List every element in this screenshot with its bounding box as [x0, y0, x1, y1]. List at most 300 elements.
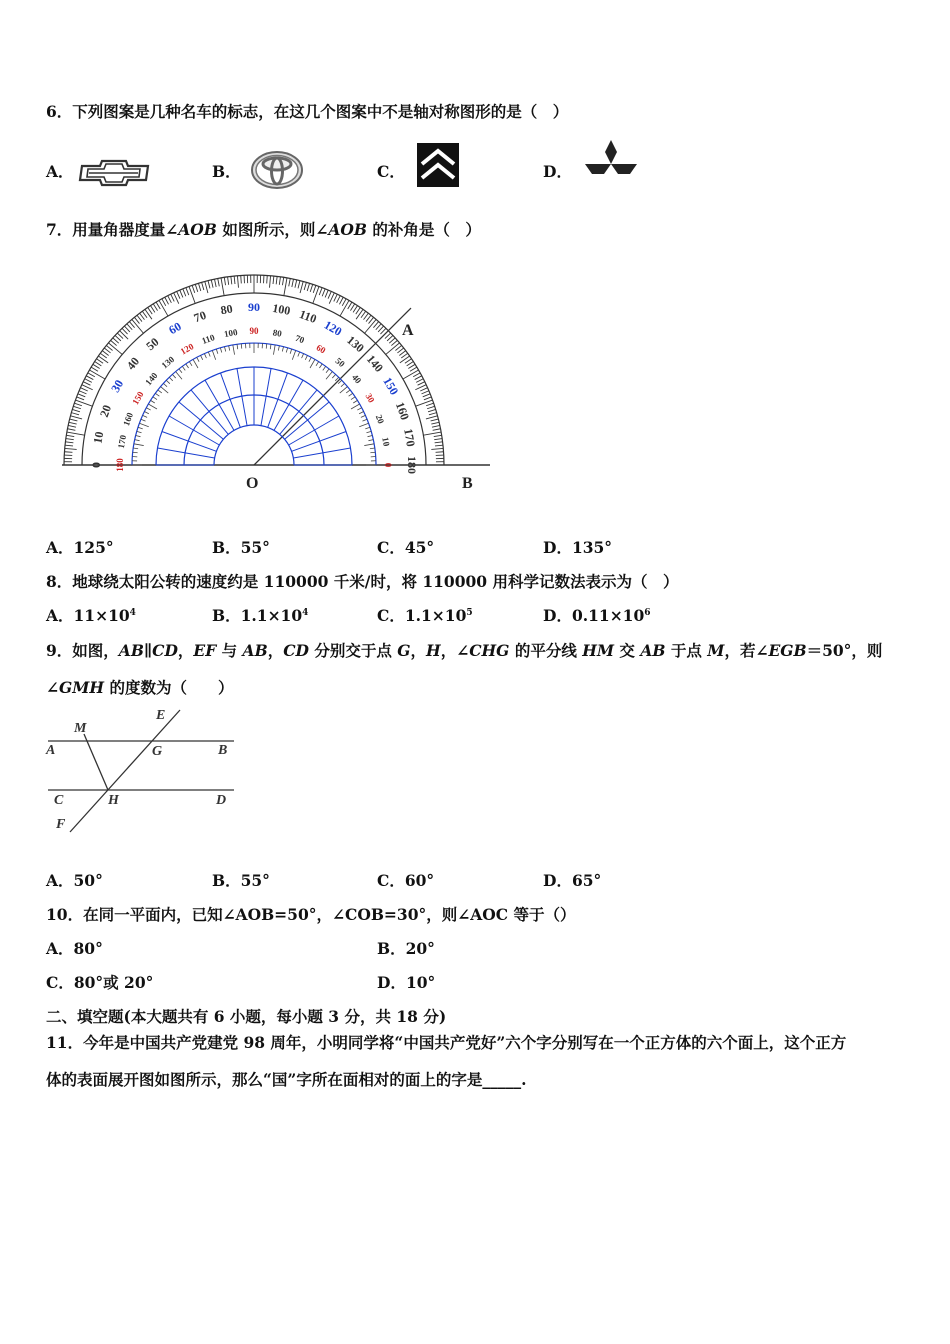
protractor-tick	[432, 425, 440, 427]
protractor-inner-tick	[182, 366, 185, 370]
protractor-inner-tick	[365, 427, 370, 429]
protractor-tick	[66, 435, 74, 436]
protractor-tick	[75, 400, 92, 406]
protractor-tick	[72, 409, 80, 411]
protractor-tick	[284, 278, 287, 296]
protractor-tick	[234, 276, 235, 284]
protractor-tick	[120, 331, 128, 339]
protractor-tick	[95, 362, 102, 366]
protractor-tick	[96, 359, 103, 363]
protractor-inner-tick	[166, 380, 170, 383]
q8-stem: 8．地球绕太阳公转的速度约是 110000 千米/时，将 110000 用科学记数法表示为（ ）	[46, 572, 679, 591]
protractor-inner-tick	[186, 364, 189, 368]
protractor-tick	[80, 388, 87, 391]
protractor-inner-tick	[340, 387, 348, 393]
inner-scale-label: 80	[271, 327, 283, 339]
protractor-inner-tick	[286, 348, 287, 353]
protractor-tick	[424, 397, 431, 400]
protractor-inner-tick	[161, 387, 169, 393]
protractor-tick	[83, 382, 90, 386]
chevrolet-logo-icon	[76, 158, 152, 188]
protractor-radial-line	[292, 431, 347, 451]
protractor-tick	[416, 400, 433, 406]
protractor-tick	[310, 284, 312, 292]
protractor-tick	[423, 394, 430, 397]
protractor-inner-tick	[370, 452, 375, 453]
protractor-tick	[391, 340, 397, 345]
outer-scale-label: 100	[271, 300, 292, 318]
outer-scale-label: 70	[191, 307, 208, 326]
protractor-tick	[205, 281, 208, 293]
protractor-tick	[405, 359, 412, 363]
inner-scale-label: 90	[249, 326, 259, 336]
protractor-inner-tick	[351, 397, 355, 400]
outer-scale-label: 40	[123, 354, 143, 373]
q6-option-c-label: C．	[377, 162, 405, 181]
protractor-tick	[431, 419, 439, 421]
protractor-tick	[218, 278, 220, 286]
protractor-inner-tick	[270, 344, 271, 349]
protractor-inner-tick	[346, 390, 350, 393]
protractor-tick	[77, 397, 84, 400]
protractor-tick	[428, 409, 436, 411]
protractor-inner-tick	[332, 374, 335, 378]
protractor-inner-tick	[148, 404, 157, 409]
protractor-tick	[65, 448, 77, 449]
protractor-tick	[364, 313, 369, 319]
protractor-tick	[68, 425, 76, 427]
outer-scale-label: 110	[297, 306, 319, 327]
point-b-label: B	[462, 475, 473, 492]
protractor-tick	[339, 297, 343, 304]
point-o-label: O	[246, 475, 259, 492]
inner-scale-label: 60	[314, 342, 328, 356]
outer-scale-label: 60	[166, 319, 184, 338]
protractor-inner-tick	[179, 369, 182, 373]
protractor-inner-tick	[310, 359, 315, 368]
protractor-tick	[313, 285, 316, 293]
point-c-label: C	[54, 793, 64, 808]
protractor-inner-tick	[137, 431, 142, 432]
q10-option-a: A．80°	[46, 939, 103, 958]
protractor-tick	[387, 335, 393, 340]
protractor-inner-tick	[155, 393, 159, 396]
protractor-inner-tick	[220, 348, 221, 353]
inner-scale-label: 10	[380, 436, 392, 448]
protractor-inner-tick	[368, 435, 373, 436]
q6-option-b-label: B．	[212, 162, 241, 181]
q11-stem-line2: 体的表面展开图如图所示，那么“国”字所在面相对的面上的字是_____.	[46, 1070, 527, 1089]
protractor-tick	[429, 413, 437, 415]
protractor-tick	[433, 429, 441, 431]
outer-scale-label: 170	[401, 427, 419, 448]
protractor-inner-tick	[189, 362, 192, 366]
protractor-inner-tick	[135, 440, 140, 441]
protractor-inner-tick	[361, 415, 366, 417]
inner-scale-label: 120	[178, 341, 196, 357]
protractor-inner-tick	[326, 369, 329, 373]
protractor-tick	[313, 286, 319, 303]
protractor-tick	[67, 432, 85, 435]
protractor-figure	[56, 270, 496, 500]
inner-scale-label: 110	[200, 332, 216, 347]
inner-scale-label: 20	[373, 413, 387, 426]
q10-option-b: B．20°	[377, 939, 435, 958]
protractor-tick	[64, 452, 72, 453]
protractor-tick	[400, 356, 410, 363]
q8-option-c: C．$1.1\times 10^5$	[377, 606, 473, 625]
q9-option-d: D．65°	[543, 871, 602, 890]
protractor-inner-tick	[364, 444, 374, 446]
protractor-inner-tick	[233, 345, 235, 355]
protractor-tick	[369, 317, 374, 323]
protractor-inner-tick	[146, 408, 150, 410]
protractor-inner-tick	[341, 383, 345, 386]
protractor-tick	[171, 294, 175, 301]
protractor-tick	[145, 309, 152, 319]
protractor-inner-tick	[172, 374, 175, 378]
protractor-inner-tick	[158, 390, 162, 393]
protractor-inner-tick	[362, 419, 367, 421]
protractor-inner-tick	[134, 444, 144, 446]
protractor-tick	[416, 379, 423, 383]
q6-option-a-label: A．	[46, 162, 74, 181]
point-h-label: H	[108, 793, 119, 808]
inner-scale-label: 140	[143, 370, 160, 388]
protractor-inner-tick	[302, 354, 304, 359]
protractor-tick	[231, 276, 232, 284]
protractor-tick	[270, 276, 271, 288]
protractor-inner-tick	[176, 372, 182, 380]
protractor-inner-tick	[197, 357, 199, 361]
q9-stem-line1: 9．如图，AB∥CD，EF 与 AB，CD 分别交于点 G，H，∠CHG 的平分线 HM 交 AB 于点 M，若∠EGB＝50°，则	[46, 641, 883, 660]
point-f-label: F	[56, 817, 66, 832]
q10-stem: 10．在同一平面内，已知∠AOB=50°，∠COB=30°，则∠AOC 等于（）	[46, 905, 576, 924]
outer-scale-label: 80	[219, 301, 234, 318]
q11-stem-line1: 11．今年是中国共产党建党 98 周年，小明同学将“中国共产党好”六个字分别写在一个正方体的六个面上，这个正方	[46, 1033, 847, 1052]
protractor-radial-line	[274, 380, 303, 430]
protractor-inner-tick	[144, 412, 148, 414]
protractor-inner-tick	[204, 354, 206, 359]
protractor-tick	[66, 439, 74, 440]
protractor-tick	[397, 348, 403, 353]
protractor-inner-tick	[153, 397, 157, 400]
protractor-tick	[111, 340, 117, 345]
q7-stem: 7．用量角器度量∠AOB 如图所示，则∠AOB 的补角是（ ）	[46, 220, 481, 239]
protractor-tick	[279, 277, 280, 285]
protractor-tick	[422, 391, 429, 394]
protractor-tick	[237, 276, 238, 288]
protractor-tick	[100, 353, 106, 358]
protractor-tick	[431, 422, 439, 424]
protractor-tick	[148, 307, 152, 314]
protractor-tick	[192, 285, 195, 293]
inner-scale-label: 70	[293, 332, 306, 346]
protractor-inner-tick	[292, 350, 295, 359]
outer-scale-label: 120	[321, 317, 345, 339]
protractor-tick	[423, 432, 441, 435]
line-hm	[84, 734, 108, 790]
protractor-inner-tick	[169, 377, 172, 381]
protractor-tick	[435, 445, 443, 446]
protractor-tick	[224, 277, 225, 285]
protractor-inner-tick	[278, 346, 279, 351]
protractor-tick	[189, 286, 195, 303]
protractor-tick	[177, 291, 180, 298]
protractor-tick	[91, 367, 98, 371]
q9-option-c: C．60°	[377, 871, 435, 890]
protractor-inner-tick	[136, 435, 141, 436]
protractor-radial-line	[289, 416, 339, 445]
protractor-tick	[340, 300, 349, 316]
protractor-inner-tick	[133, 452, 138, 453]
protractor-inner-tick	[349, 393, 353, 396]
protractor-tick	[389, 338, 395, 343]
protractor-tick	[88, 373, 95, 377]
protractor-tick	[395, 345, 401, 350]
outer-scale-label: 130	[344, 332, 367, 356]
outer-scale-label: 50	[143, 334, 162, 354]
inner-scale-label: 180	[115, 458, 125, 472]
protractor-inner-tick	[370, 448, 375, 449]
protractor-tick	[353, 306, 357, 313]
protractor-tick	[208, 281, 210, 289]
protractor-tick	[159, 300, 168, 316]
protractor-tick	[241, 275, 242, 283]
protractor-tick	[415, 376, 422, 380]
protractor-tick	[195, 284, 197, 292]
protractor-tick	[366, 315, 371, 321]
protractor-inner-tick	[241, 344, 242, 349]
protractor-tick	[70, 419, 78, 421]
protractor-inner-tick	[326, 372, 332, 380]
outer-scale-label: 150	[380, 374, 402, 398]
outer-scale-label: 0	[89, 462, 103, 468]
protractor-inner-tick	[305, 355, 307, 359]
protractor-tick	[427, 406, 435, 408]
protractor-tick	[168, 296, 172, 303]
protractor-radial-line	[205, 380, 234, 430]
toyota-logo-icon	[250, 150, 304, 190]
protractor-tick	[70, 416, 82, 419]
point-d-label: D	[216, 793, 227, 808]
protractor-tick	[420, 388, 427, 391]
q9-option-a: A．50°	[46, 871, 103, 890]
point-b-label: B	[218, 743, 228, 758]
q10-option-d: D．10°	[377, 973, 436, 992]
q7-option-a: A．125°	[46, 538, 114, 557]
citroen-logo-icon	[416, 142, 460, 188]
protractor-tick	[292, 279, 294, 287]
protractor-tick	[134, 317, 139, 323]
protractor-tick	[407, 362, 414, 366]
protractor-inner-tick	[353, 400, 357, 403]
section-2-title: 二、填空题(本大题共有 6 小题，每小题 3 分，共 18 分)	[46, 1007, 447, 1026]
q8-option-b: B．$1.1\times 10^4$	[212, 606, 309, 625]
q9-stem-line2: ∠GMH 的度数为（ ）	[46, 678, 234, 697]
protractor-inner-tick	[319, 364, 322, 368]
protractor-inner-tick	[323, 366, 326, 370]
protractor-tick	[65, 442, 73, 443]
outer-scale-label: 140	[363, 352, 387, 375]
protractor-tick	[79, 391, 86, 394]
protractor-tick	[86, 376, 93, 380]
protractor-tick	[129, 322, 134, 328]
protractor-tick	[142, 311, 147, 317]
protractor-tick	[376, 324, 381, 330]
protractor-tick	[276, 276, 277, 284]
q8-option-a: A．$11\times 10^4$	[46, 606, 136, 625]
protractor-inner-tick	[163, 383, 167, 386]
q9-option-b: B．55°	[212, 871, 270, 890]
protractor-tick	[342, 299, 346, 306]
protractor-tick	[356, 309, 363, 319]
protractor-inner-tick	[266, 344, 267, 349]
inner-scale-label: 0	[383, 462, 393, 468]
protractor-tick	[106, 345, 112, 350]
protractor-tick	[71, 413, 79, 415]
protractor-tick	[328, 291, 331, 298]
point-a-label: A	[46, 743, 56, 758]
protractor-tick	[300, 281, 303, 293]
protractor-inner-tick	[212, 350, 215, 359]
protractor-inner-tick	[316, 362, 319, 366]
protractor-tick	[221, 278, 224, 296]
inner-scale-label: 130	[159, 354, 177, 371]
protractor-tick	[104, 348, 110, 353]
protractor-inner-tick	[359, 412, 363, 414]
inner-scale-label: 150	[130, 389, 146, 407]
protractor-tick	[356, 307, 360, 314]
point-e-label: E	[156, 708, 166, 723]
inner-scale-label: 30	[363, 391, 377, 405]
protractor-inner-tick	[368, 440, 373, 441]
protractor-inner-tick	[208, 352, 210, 357]
protractor-tick	[436, 452, 444, 453]
protractor-tick	[337, 296, 341, 303]
protractor-tick	[78, 394, 85, 397]
q8-option-d: D．$0.11\times 10^6$	[543, 606, 651, 625]
point-g-label: G	[152, 744, 163, 759]
protractor-tick	[162, 299, 166, 306]
protractor-tick	[334, 294, 338, 301]
protractor-inner-tick	[216, 349, 218, 354]
protractor-tick	[350, 304, 354, 311]
protractor-tick	[282, 277, 283, 285]
protractor-inner-tick	[229, 346, 230, 351]
protractor-tick	[93, 364, 100, 368]
protractor-inner-tick	[237, 344, 238, 349]
protractor-tick	[380, 331, 388, 339]
protractor-tick	[98, 356, 108, 363]
protractor-tick	[140, 313, 145, 319]
inner-scale-label: 50	[333, 355, 347, 370]
protractor-tick	[165, 297, 169, 304]
q7-option-b: B．55°	[212, 538, 270, 557]
protractor-tick	[298, 281, 300, 289]
protractor-tick	[65, 445, 73, 446]
protractor-tick	[102, 351, 108, 356]
protractor-radial-line	[169, 416, 219, 445]
line-ef	[70, 710, 180, 832]
protractor-tick	[211, 280, 213, 288]
protractor-inner-tick	[309, 357, 311, 361]
inner-scale-label: 170	[115, 434, 129, 450]
point-m-label: M	[74, 721, 87, 736]
protractor-tick	[73, 406, 81, 408]
protractor-tick	[137, 315, 142, 321]
protractor-inner-tick	[298, 352, 300, 357]
protractor-inner-tick	[282, 347, 283, 352]
protractor-tick	[410, 367, 417, 371]
protractor-inner-tick	[224, 347, 225, 352]
protractor-tick	[322, 289, 325, 296]
protractor-tick	[273, 276, 274, 284]
protractor-tick	[89, 370, 105, 379]
protractor-tick	[85, 379, 92, 383]
protractor-tick	[426, 403, 434, 406]
outer-scale-label: 180	[405, 456, 419, 474]
protractor-tick	[74, 403, 82, 406]
protractor-tick	[434, 439, 442, 440]
protractor-tick	[426, 416, 438, 419]
protractor-inner-tick	[139, 423, 148, 426]
protractor-tick	[202, 282, 204, 290]
protractor-tick	[418, 382, 425, 386]
protractor-tick	[186, 288, 189, 295]
protractor-tick	[413, 373, 420, 377]
protractor-tick	[295, 280, 297, 288]
protractor-diagram	[56, 270, 496, 500]
protractor-tick	[180, 290, 183, 297]
outer-scale-label: 30	[108, 377, 127, 395]
protractor-tick	[113, 338, 119, 343]
protractor-inner-tick	[273, 345, 275, 355]
protractor-inner-tick	[359, 423, 368, 426]
q7-option-d: D．135°	[543, 538, 613, 557]
protractor-tick	[431, 448, 443, 449]
outer-scale-label: 10	[90, 430, 107, 445]
protractor-tick	[401, 353, 407, 358]
protractor-tick	[198, 283, 200, 291]
outer-scale-label: 20	[96, 402, 115, 419]
protractor-inner-tick	[290, 349, 292, 354]
protractor-tick	[325, 290, 328, 297]
q10-option-c: C．80°或 20°	[46, 973, 154, 992]
protractor-radial-line	[220, 373, 240, 428]
q7-option-c: C．45°	[377, 538, 435, 557]
protractor-inner-tick	[201, 355, 203, 359]
protractor-tick	[435, 442, 443, 443]
protractor-tick	[67, 429, 75, 431]
outer-scale-label: 90	[248, 300, 260, 314]
q6-stem: 6．下列图案是几种名车的标志，在这几个图案中不是轴对称图形的是（ ）	[46, 102, 569, 121]
protractor-inner-tick	[351, 404, 360, 409]
protractor-tick	[319, 288, 322, 295]
protractor-tick	[214, 279, 216, 287]
protractor-inner-tick	[133, 448, 138, 449]
protractor-inner-tick	[193, 359, 198, 368]
protractor-radial-line	[162, 431, 217, 451]
point-a-label: A	[402, 322, 414, 339]
protractor-tick	[399, 351, 405, 356]
protractor-tick	[307, 283, 309, 291]
protractor-tick	[127, 324, 132, 330]
mitsubishi-logo-icon	[582, 138, 640, 188]
protractor-tick	[151, 306, 155, 313]
inner-scale-label: 160	[121, 411, 136, 428]
q6-option-d-label: D．	[543, 162, 572, 181]
